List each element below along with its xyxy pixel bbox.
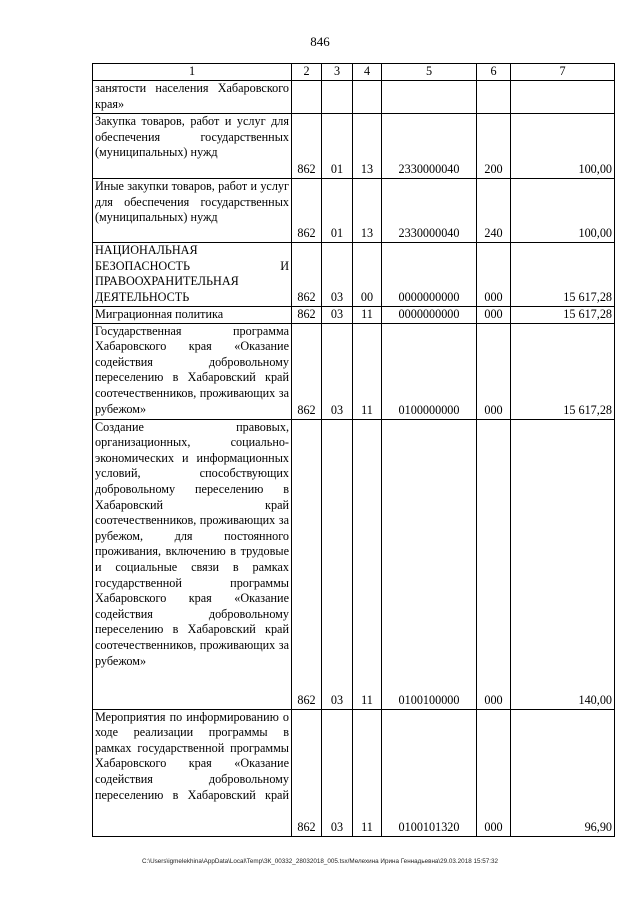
amount-cell: 15 617,28 [511,307,615,324]
amount-cell: 100,00 [511,114,615,179]
expense-type-cell: 000 [477,323,511,419]
amount-cell: 100,00 [511,179,615,243]
column-header: 6 [477,64,511,81]
subsection-code-cell: 11 [353,419,382,709]
column-header: 4 [353,64,382,81]
target-item-cell [382,81,477,114]
target-item-cell: 2330000040 [382,114,477,179]
row-name-cell: Государственная программа Хабаровского края «Оказание содействия добровольному переселению в Хабаровский край соотечественников, проживающих за рубежом» [93,323,292,419]
section-code-cell: 01 [322,114,353,179]
row-name-cell: Создание правовых, организационных, социально-экономических и информационных условий, способствующих добровольному переселению в Хабаровский край соотечественников, проживающих за рубежом, для постоянного проживания, включению в трудовые и социальные связи в рамках государственной программы Хабаровского края «Оказание содействия добровольному переселению в Хабаровский край соотечественников, проживающих за рубежом» [93,419,292,709]
table-row [93,323,615,419]
ministry-code-cell: 862 [292,243,322,307]
section-code-cell [322,81,353,114]
target-item-cell: 0100000000 [382,323,477,419]
subsection-code-cell: 11 [353,307,382,324]
ministry-code-cell: 862 [292,709,322,836]
table-row [93,114,615,179]
target-item-cell: 2330000040 [382,179,477,243]
table-row [93,419,615,709]
column-header: 3 [322,64,353,81]
row-name-cell: Миграционная политика [93,307,292,324]
table-header-row [93,64,615,81]
table-row [93,307,615,324]
table-row [93,243,615,307]
ministry-code-cell: 862 [292,307,322,324]
section-code-cell: 01 [322,179,353,243]
amount-cell: 15 617,28 [511,323,615,419]
section-code-cell: 03 [322,243,353,307]
amount-cell: 15 617,28 [511,243,615,307]
expense-type-cell: 000 [477,307,511,324]
ministry-code-cell: 862 [292,179,322,243]
subsection-code-cell: 13 [353,114,382,179]
column-header: 7 [511,64,615,81]
page-number: 846 [310,34,330,49]
footer-file-path: C:\Users\igmelekhina\AppData\Local\Temp\ЗК_00332_28032018_005.tsx/Мелехина Ирина Геннадьевна\29.03.2018 15:57:32 [142,858,498,865]
table-row [93,709,615,836]
section-code-cell: 03 [322,307,353,324]
row-name-cell: НАЦИОНАЛЬНАЯ БЕЗОПАСНОСТЬ И ПРАВООХРАНИТЕЛЬНАЯ ДЕЯТЕЛЬНОСТЬ [93,243,292,307]
ministry-code-cell: 862 [292,323,322,419]
target-item-cell: 0100100000 [382,419,477,709]
subsection-code-cell: 11 [353,709,382,836]
target-item-cell: 0100101320 [382,709,477,836]
section-code-cell: 03 [322,419,353,709]
section-code-cell: 03 [322,709,353,836]
budget-table [92,63,615,837]
row-name-cell: Иные закупки товаров, работ и услуг для обеспечения государственных (муниципальных) нужд [93,179,292,243]
column-header: 5 [382,64,477,81]
table-row [93,81,615,114]
expense-type-cell: 000 [477,709,511,836]
row-name-cell: Закупка товаров, работ и услуг для обеспечения государственных (муниципальных) нужд [93,114,292,179]
target-item-cell: 0000000000 [382,243,477,307]
subsection-code-cell: 00 [353,243,382,307]
column-header: 2 [292,64,322,81]
row-name-cell: занятости населения Хабаровского края» [93,81,292,114]
amount-cell: 96,90 [511,709,615,836]
subsection-code-cell: 13 [353,179,382,243]
row-name-cell: Мероприятия по информированию о ходе реализации программы в рамках государственной программы Хабаровского края «Оказание содействия добровольному переселению в Хабаровский край [93,709,292,836]
subsection-code-cell: 11 [353,323,382,419]
amount-cell [511,81,615,114]
expense-type-cell: 000 [477,243,511,307]
subsection-code-cell [353,81,382,114]
table-row [93,179,615,243]
target-item-cell: 0000000000 [382,307,477,324]
section-code-cell: 03 [322,323,353,419]
column-header: 1 [93,64,292,81]
ministry-code-cell: 862 [292,419,322,709]
expense-type-cell: 000 [477,419,511,709]
ministry-code-cell: 862 [292,114,322,179]
amount-cell: 140,00 [511,419,615,709]
expense-type-cell [477,81,511,114]
expense-type-cell: 240 [477,179,511,243]
ministry-code-cell [292,81,322,114]
expense-type-cell: 200 [477,114,511,179]
